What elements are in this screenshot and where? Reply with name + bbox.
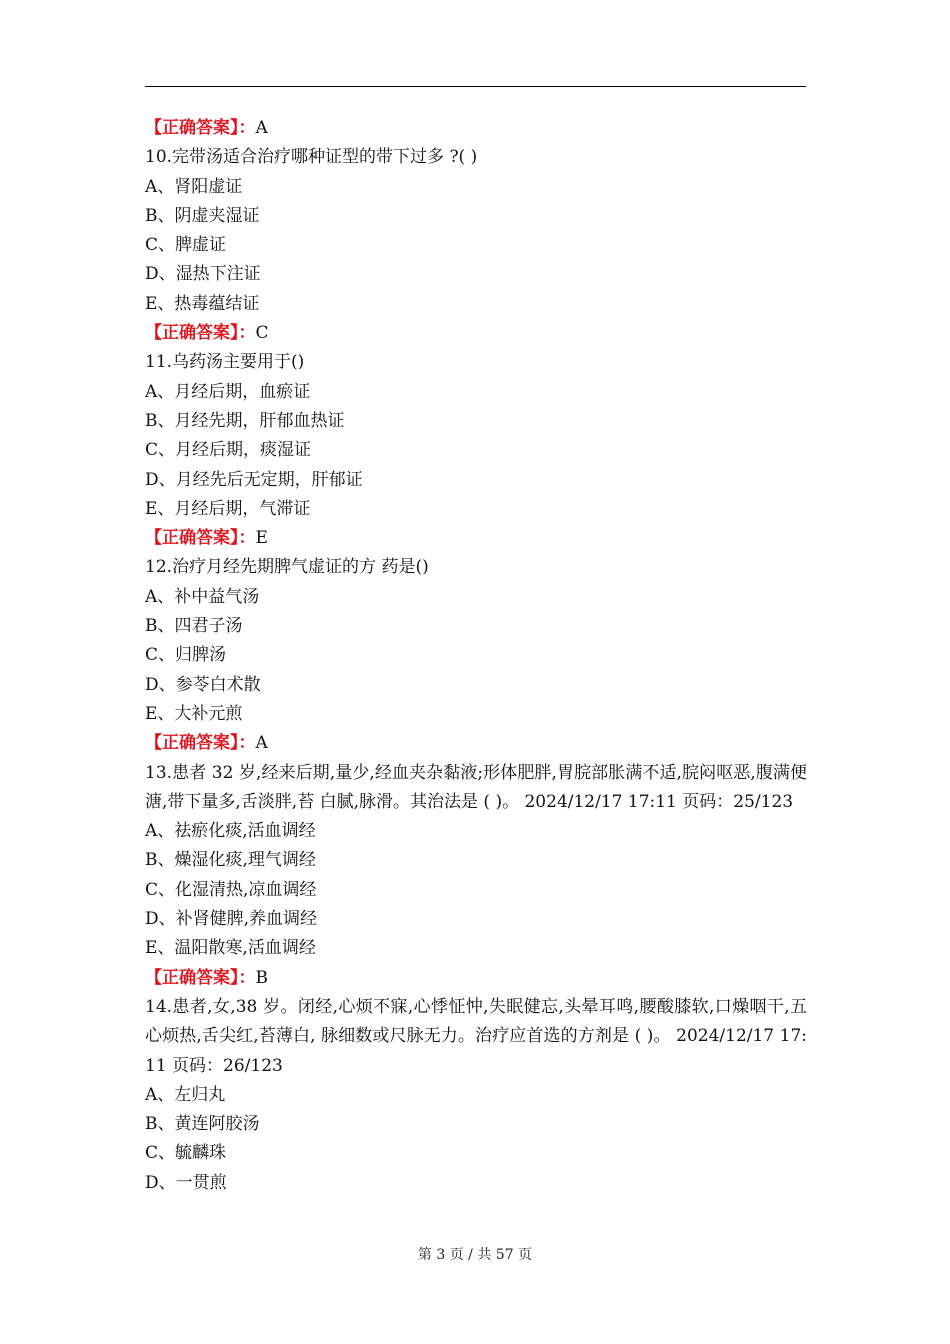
option-a: A、肾阳虚证 [145,176,243,197]
answer-value: B [255,967,268,988]
question-stem-q10: 10.完带汤适合治疗哪种证型的带下过多 ?( ) [145,147,478,168]
option-d: D、湿热下注证 [145,264,261,285]
option-d: D、补肾健脾,养血调经 [145,909,318,930]
question-stem-q13: 13.患者 32 岁,经来后期,量少,经血夹杂黏液;形体肥胖,胃脘部胀满不适,脘闷呕恶,腹满便溏,带下量多,舌淡胖,苔 白腻,脉滑。其治法是 ( )。 2024/12/17 17:11 页码：25/123 [145,762,807,812]
answer-value: E [255,528,268,549]
option-e: E、温阳散寒,活血调经 [145,938,316,959]
answer-label: 【正确答案】： [145,967,256,988]
option-c: C、毓麟珠 [145,1143,227,1164]
answer-value: A [255,733,268,754]
question-stem-q11: 11.乌药汤主要用于() [145,352,305,373]
option-d: D、参苓白术散 [145,674,261,695]
option-c: C、归脾汤 [145,645,227,666]
option-d: D、一贯煎 [145,1172,227,1193]
option-b: B、月经先期，肝郁血热证 [145,410,345,431]
question-stem-q12: 12.治疗月经先期脾气虚证的方 药是() [145,557,429,578]
answer-value: C [255,323,269,344]
option-b: B、燥湿化痰,理气调经 [145,850,316,871]
option-c: C、化湿清热,凉血调经 [145,879,317,900]
option-a: A、月经后期，血瘀证 [145,381,311,402]
answer-line-q11 [145,524,807,553]
answer-label: 【正确答案】： [145,733,256,754]
option-b: B、阴虚夹湿证 [145,205,260,226]
option-a: A、补中益气汤 [145,586,260,607]
option-c: C、月经后期，痰湿证 [145,440,312,461]
option-e: E、月经后期，气滞证 [145,498,311,519]
page-footer: 第 3 页 / 共 57 页 [417,1247,533,1263]
answer-label: 【正确答案】： [145,528,256,549]
option-a: A、祛瘀化痰,活血调经 [145,821,316,842]
option-c: C、脾虚证 [145,235,227,256]
question-stem-q14: 14.患者,女,38 岁。闭经,心烦不寐,心悸怔忡,失眠健忘,头晕耳鸣,腰酸膝软,口燥咽干,五心烦热,舌尖红,苔薄白, 脉细数或尺脉无力。治疗应首选的方剂是 ( )。 2024/12/17 17:11 页码：26/123 [145,996,807,1076]
option-b: B、黄连阿胶汤 [145,1114,260,1135]
answer-label: 【正确答案】： [145,323,256,344]
option-a: A、左归丸 [145,1084,226,1105]
option-e: E、热毒蕴结证 [145,293,260,314]
answer-line-q9 [145,114,807,143]
answer-value: A [255,118,268,138]
option-e: E、大补元煎 [145,703,243,724]
answer-line-q13 [145,964,807,993]
answer-label: 【正确答案】： [145,118,256,138]
answer-line-q10 [145,319,807,348]
answer-line-q12 [145,729,807,758]
page-content [145,114,807,1198]
option-d: D、月经先后无定期，肝郁证 [145,469,363,490]
option-b: B、四君子汤 [145,616,243,637]
header-rule [145,86,806,87]
